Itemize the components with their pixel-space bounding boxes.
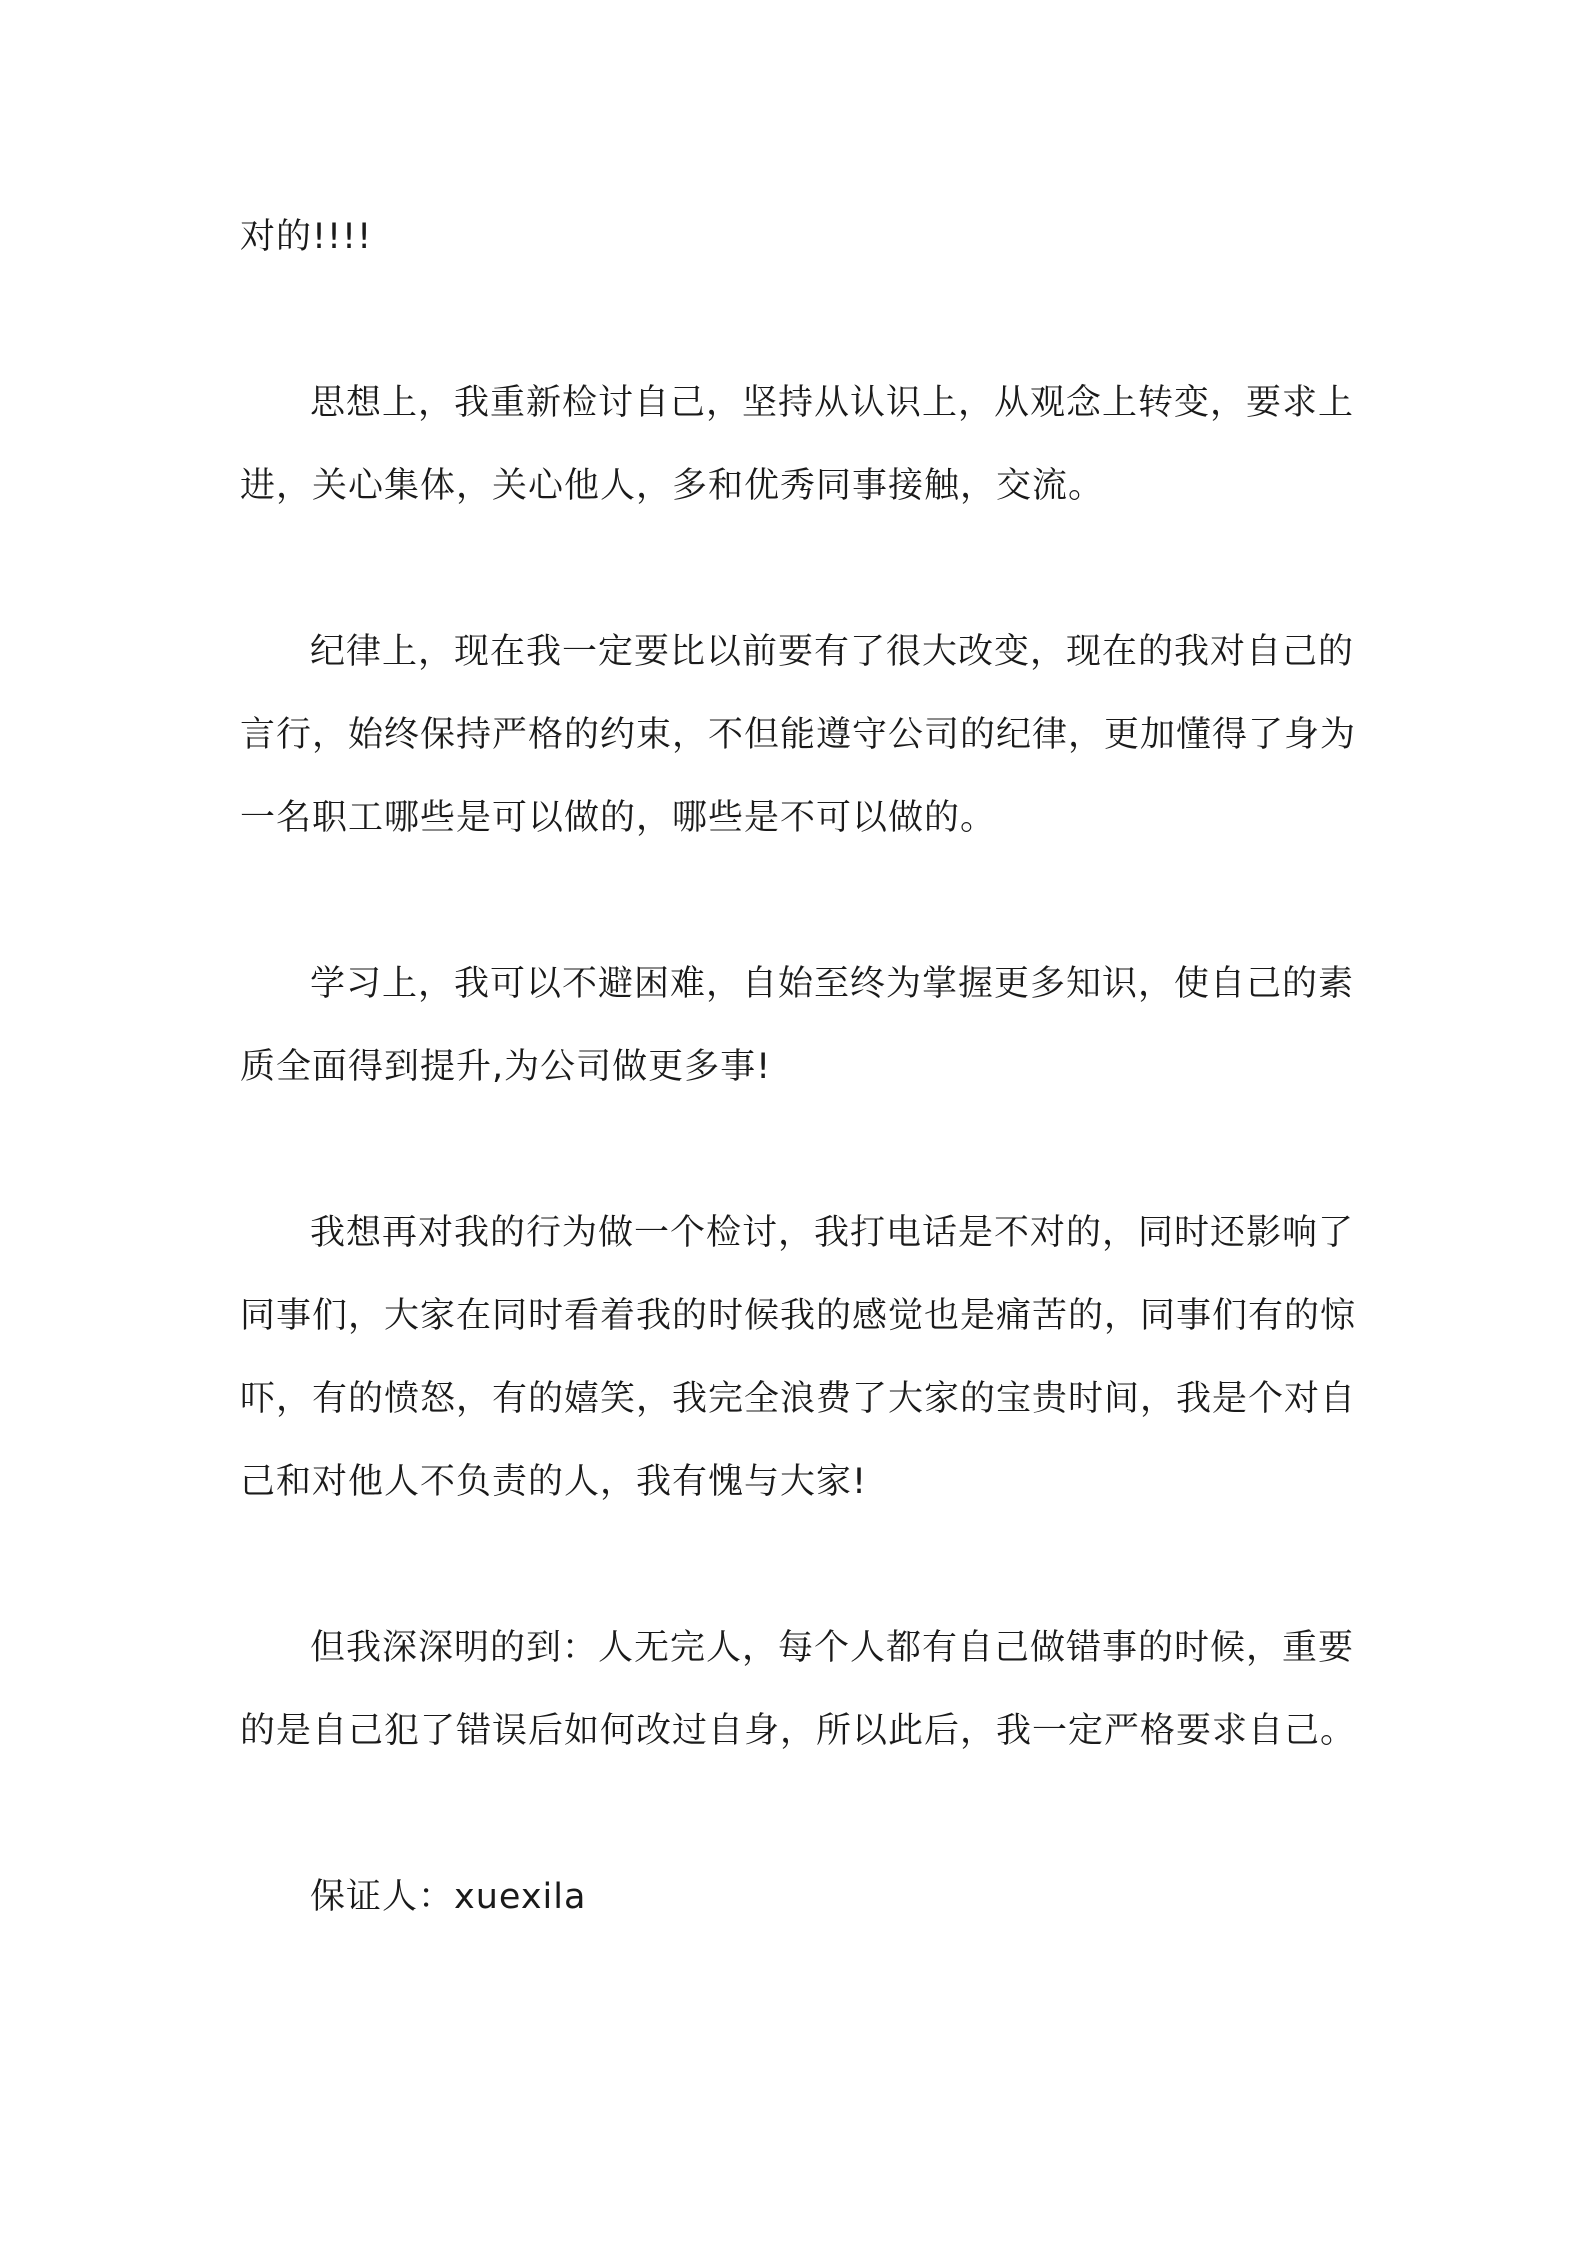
paragraph-thinking: 思想上，我重新检讨自己，坚持从认识上，从观念上转变，要求上进，关心集体，关心他人，多和优秀同事接触，交流。 (240, 383, 1355, 506)
guarantor-signature-line: 保证人：xuexila (310, 1877, 587, 1917)
paragraph-discipline: 纪律上，现在我一定要比以前要有了很大改变，现在的我对自己的言行，始终保持严格的约束，不但能遵守公司的纪律，更加懂得了身为一名职工哪些是可以做的，哪些是不可以做的。 (240, 632, 1357, 838)
paragraph-continuation: 对的!!!! (240, 217, 373, 257)
paragraph-resolution: 但我深深明的到：人无完人，每个人都有自己做错事的时候，重要的是自己犯了错误后如何改过自身，所以此后，我一定严格要求自己。 (240, 1628, 1357, 1751)
paragraph-gap (240, 1109, 1365, 1192)
document-body (240, 196, 1365, 1939)
paragraph-study: 学习上，我可以不避困难，自始至终为掌握更多知识，使自己的素质全面得到提升,为公司做更多事! (240, 964, 1355, 1087)
paragraph-gap (240, 1773, 1365, 1856)
paragraph-gap (240, 528, 1365, 611)
paragraph-gap (240, 279, 1365, 362)
paragraph-gap (240, 860, 1365, 943)
paragraph-gap (240, 1524, 1365, 1607)
paragraph-self-review: 我想再对我的行为做一个检讨，我打电话是不对的，同时还影响了同事们，大家在同时看着我的时候我的感觉也是痛苦的，同事们有的惊吓，有的愤怒，有的嬉笑，我完全浪费了大家的宝贵时间，我是个对自己和对他人不负责的人，我有愧与大家! (240, 1213, 1357, 1502)
